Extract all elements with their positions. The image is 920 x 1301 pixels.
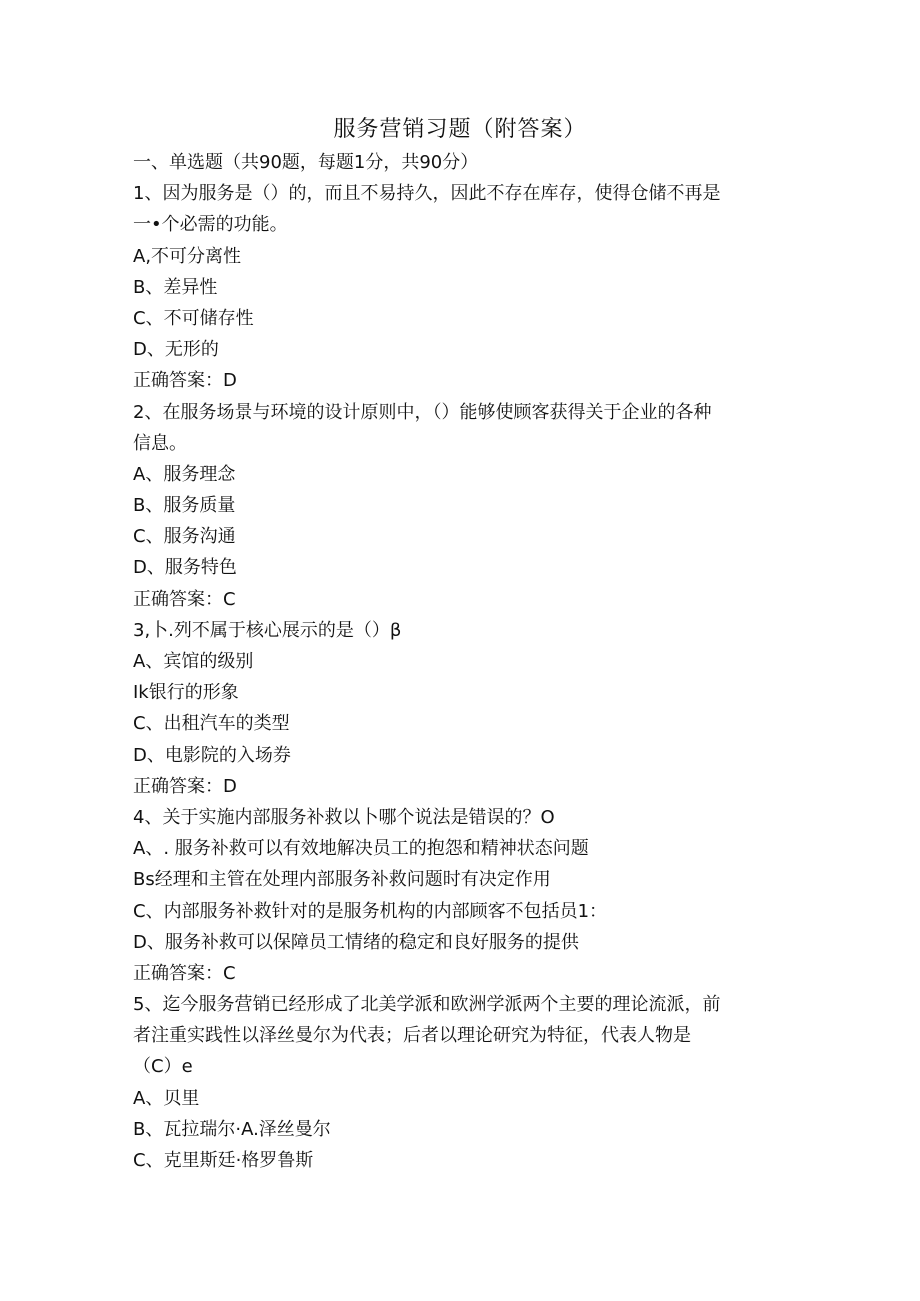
option-d: D、服务特色: [133, 557, 237, 579]
answer-line: 正确答案：D: [133, 370, 237, 392]
answer-line: 正确答案：C: [133, 588, 236, 610]
option-a: A,不可分离性: [133, 245, 242, 267]
question-text: 3,卜.列不属于核心展示的是（）β: [133, 619, 402, 641]
option-b: B、差异性: [133, 276, 218, 298]
question-text: 4、关于实施内部服务补救以卜哪个说法是错误的？O: [133, 806, 555, 828]
option-b: B、服务质量: [133, 495, 236, 517]
option-b: Bs经理和主管在处理内部服务补救问题时有决定作用: [133, 869, 551, 891]
option-a: A、服务理念: [133, 463, 236, 485]
option-b: B、瓦拉瑞尔·A.泽丝曼尔: [133, 1118, 331, 1140]
question-text: 5、迄今服务营销已经形成了北美学派和欧洲学派两个主要的理论流派，前: [133, 994, 721, 1016]
section-heading: 一、单选题（共90题，每题1分，共90分）: [133, 152, 479, 173]
option-c: C、出租汽车的类型: [133, 713, 290, 735]
option-d: D、电影院的入场券: [133, 744, 291, 766]
option-d: D、无形的: [133, 339, 219, 361]
option-c: C、服务沟通: [133, 526, 236, 548]
option-c: C、不可储存性: [133, 307, 254, 329]
document-title: 服务营销习题（附答案）: [333, 117, 587, 142]
question-block: [133, 802, 793, 989]
question-block: [133, 397, 793, 615]
option-b: Ik银行的形象: [133, 682, 239, 704]
question-text: 信息。: [133, 432, 187, 454]
option-a: A、贝里: [133, 1087, 200, 1109]
document-content: [133, 147, 793, 1176]
option-a: A、宾馆的级别: [133, 651, 254, 672]
question-text: （C）e: [133, 1056, 193, 1078]
question-block: [133, 989, 793, 1176]
answer-line: 正确答案：D: [133, 775, 237, 797]
option-c: C、克里斯廷·格罗鲁斯: [133, 1150, 314, 1171]
option-a: A、. 服务补救可以有效地解决员工的抱怨和精神状态问题: [133, 838, 589, 860]
question-text: 1、因为服务是（）的，而且不易持久，因此不存在库存，使得仓储不再是: [133, 183, 721, 205]
question-block: [133, 615, 793, 802]
question-text: 一•个必需的功能。: [133, 214, 288, 236]
option-c: C、内部服务补救针对的是服务机构的内部顾客不包括员1：: [133, 900, 608, 922]
question-block: [133, 178, 793, 396]
question-text: 2、在服务场景与环境的设计原则中，（）能够使顾客获得关于企业的各种: [133, 401, 712, 423]
question-text: 者注重实践性以泽丝曼尔为代表；后者以理论研究为特征，代表人物是: [133, 1025, 691, 1047]
option-d: D、服务补救可以保障员工情绪的稳定和良好服务的提供: [133, 931, 579, 953]
answer-line: 正确答案：C: [133, 962, 236, 984]
